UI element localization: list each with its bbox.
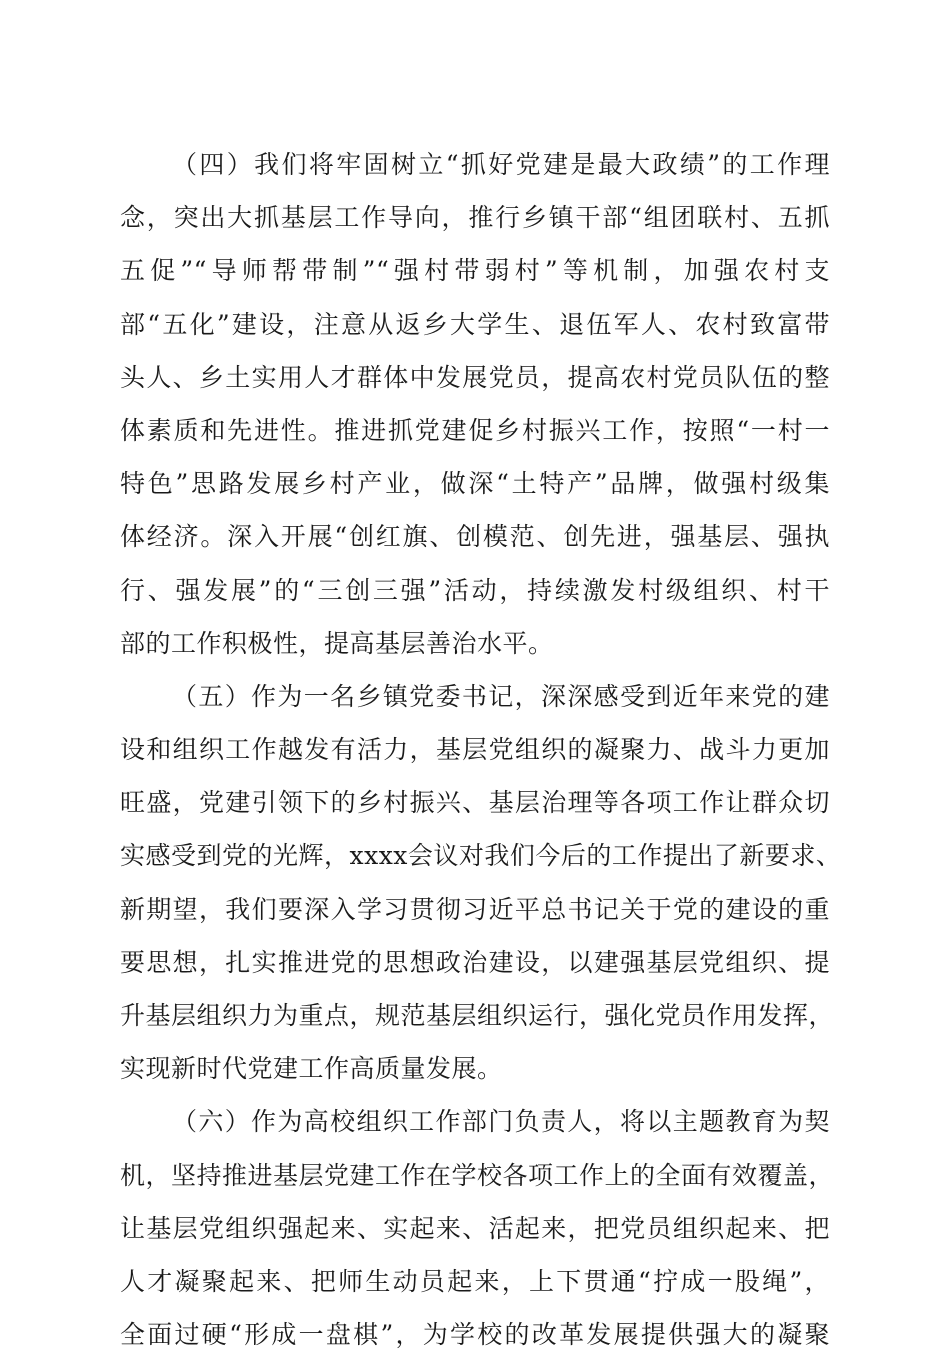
paragraph-4-line: 头人、乡土实用人才群体中发展党员，提高农村党员队伍的整	[120, 362, 830, 392]
paragraph-4-line: 体素质和先进性。推进抓党建促乡村振兴工作，按照“一村一	[120, 415, 830, 445]
paragraph-4-line: 念，突出大抓基层工作导向，推行乡镇干部“组团联村、五抓	[120, 203, 830, 233]
document-body	[120, 138, 842, 1361]
paragraph-4-line: 特色”思路发展乡村产业，做深“土特产”品牌，做强村级集	[120, 469, 830, 499]
paragraph-5-line: 实感受到党的光辉，xxxx会议对我们今后的工作提出了新要求、	[120, 841, 842, 871]
paragraph-6-line: 让基层党组织强起来、实起来、活起来，把党员组织起来、把	[120, 1213, 830, 1243]
paragraph-4-line: 五促”“导师帮带制”“强村带弱村”等机制，加强农村支	[120, 256, 830, 286]
paragraph-4-line: 部的工作积极性，提高基层善治水平。	[120, 628, 554, 658]
paragraph-5-line: 要思想，扎实推进党的思想政治建设，以建强基层党组织、提	[120, 947, 830, 977]
paragraph-4-line: 体经济。深入开展“创红旗、创模范、创先进，强基层、强执	[120, 522, 830, 552]
paragraph-4-line: 行、强发展”的“三创三强”活动，持续激发村级组织、村干	[120, 575, 830, 605]
paragraph-5-line: 旺盛，党建引领下的乡村振兴、基层治理等各项工作让群众切	[120, 788, 830, 818]
paragraph-5-line: （五）作为一名乡镇党委书记，深深感受到近年来党的建	[172, 681, 830, 711]
paragraph-6-line: 全面过硬“形成一盘棋”，为学校的改革发展提供强大的凝聚	[120, 1320, 830, 1350]
paragraph-5-line: 升基层组织力为重点，规范基层组织运行，强化党员作用发挥，	[120, 1001, 835, 1030]
paragraph-5-line: 新期望，我们要深入学习贯彻习近平总书记关于党的建设的重	[120, 894, 830, 924]
paragraph-4-line: （四）我们将牢固树立“抓好党建是最大政绩”的工作理	[172, 150, 830, 179]
paragraph-5-line: 设和组织工作越发有活力，基层党组织的凝聚力、战斗力更加	[120, 735, 830, 765]
paragraph-6-line: 机，坚持推进基层党建工作在学校各项工作上的全面有效覆盖，	[120, 1160, 835, 1190]
paragraph-6-line: 人才凝聚起来、把师生动员起来，上下贯通“拧成一股绳”，	[120, 1266, 830, 1296]
paragraph-4-line: 部“五化”建设，注意从返乡大学生、退伍军人、农村致富带	[120, 309, 830, 339]
paragraph-6-line: （六）作为高校组织工作部门负责人，将以主题教育为契	[172, 1107, 830, 1137]
paragraph-5-line: 实现新时代党建工作高质量发展。	[120, 1054, 503, 1084]
